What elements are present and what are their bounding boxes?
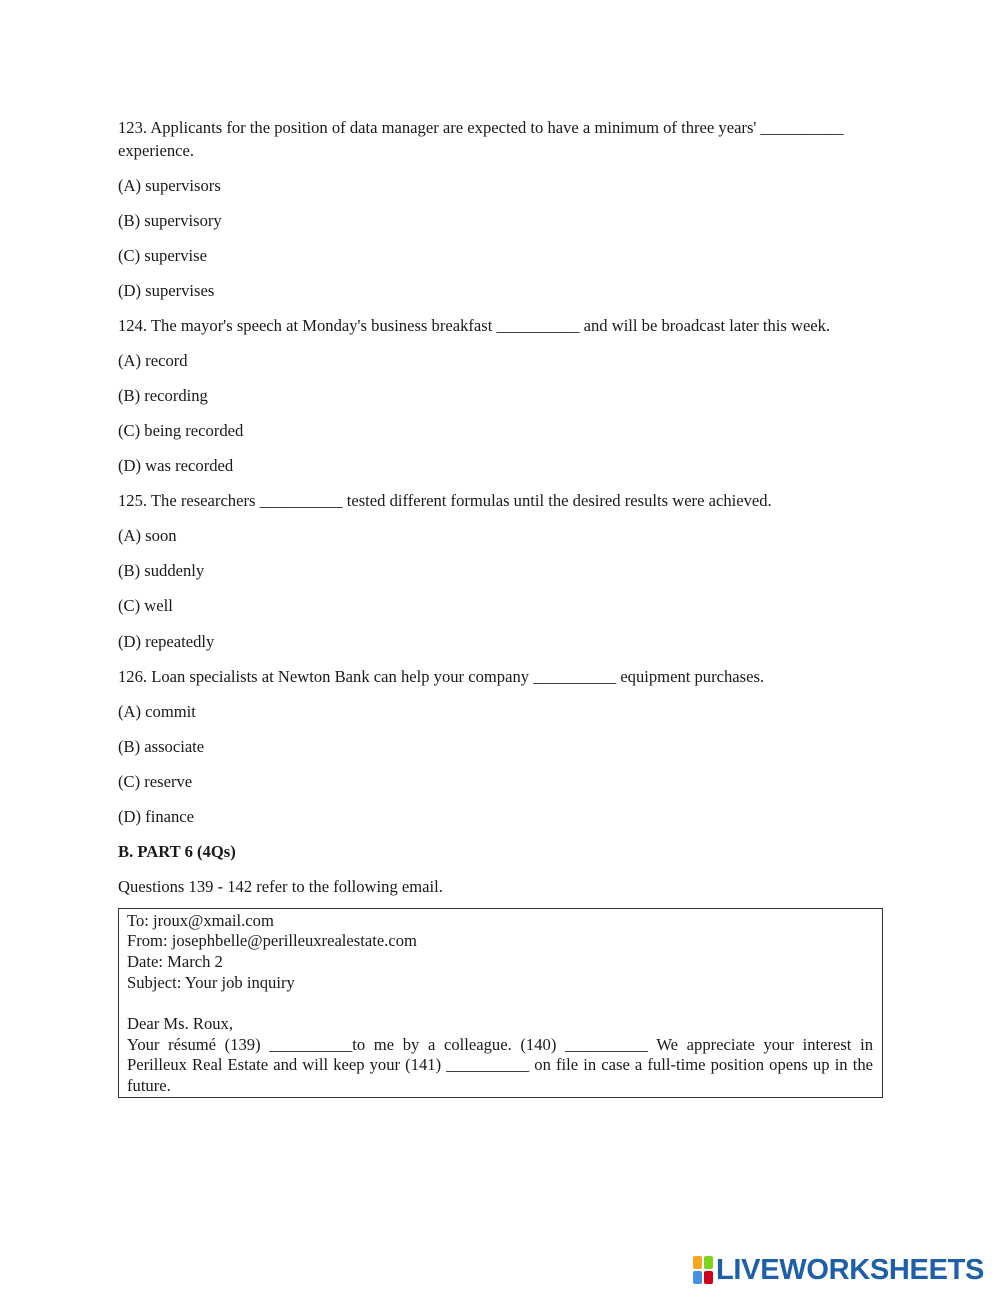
liveworksheets-logo-icon <box>693 1256 714 1284</box>
question-123 <box>118 117 888 302</box>
question-126 <box>118 666 888 829</box>
email-box <box>118 908 883 1098</box>
question-text: 125. The researchers __________ tested different formulas until the desired results were achieved. <box>118 491 772 511</box>
email-subject: Subject: Your job inquiry <box>127 972 295 992</box>
option-a: (A) commit <box>118 701 196 721</box>
option-c: (C) being recorded <box>118 421 244 441</box>
option-b: (B) recording <box>118 385 208 405</box>
logo-text: LIVEWORKSHEETS <box>716 1253 985 1286</box>
liveworksheets-logo <box>693 1254 984 1286</box>
question-text: 124. The mayor's speech at Monday's business breakfast __________ and will be broadcast later this week. <box>118 315 831 335</box>
question-124 <box>118 315 888 478</box>
email-salutation: Dear Ms. Roux, <box>127 1014 234 1033</box>
question-text: 123. Applicants for the position of data manager are expected to have a minimum of three years' __________ experience. <box>118 118 844 160</box>
option-d: (D) finance <box>118 806 195 826</box>
email-to: To: jroux@xmail.com <box>127 910 274 930</box>
option-b: (B) supervisory <box>118 210 222 230</box>
worksheet-page <box>118 117 888 1098</box>
section-intro: Questions 139 - 142 refer to the following email. <box>118 877 443 896</box>
question-125 <box>118 490 888 653</box>
option-b: (B) associate <box>118 736 205 756</box>
option-d: (D) was recorded <box>118 456 234 476</box>
email-spacer <box>127 993 873 1014</box>
question-text: 126. Loan specialists at Newton Bank can help your company __________ equipment purchases. <box>118 666 765 686</box>
option-a: (A) soon <box>118 526 177 546</box>
section-heading: B. PART 6 (4Qs) <box>118 842 236 861</box>
option-a: (A) record <box>118 350 188 370</box>
email-body: Your résumé (139) __________to me by a colleague. (140) __________ We appreciate your interest in Perilleux Real Estate and will keep your (141) __________ on file in case a full-time position opens up in the future. <box>127 1034 873 1096</box>
email-from: From: josephbelle@perilleuxrealestate.com <box>127 931 417 951</box>
option-c: (C) supervise <box>118 245 207 265</box>
email-date: Date: March 2 <box>127 951 223 971</box>
option-a: (A) supervisors <box>118 175 221 195</box>
option-b: (B) suddenly <box>118 561 205 581</box>
option-c: (C) reserve <box>118 771 193 791</box>
option-d: (D) repeatedly <box>118 631 215 651</box>
option-d: (D) supervises <box>118 280 215 300</box>
option-c: (C) well <box>118 596 173 616</box>
